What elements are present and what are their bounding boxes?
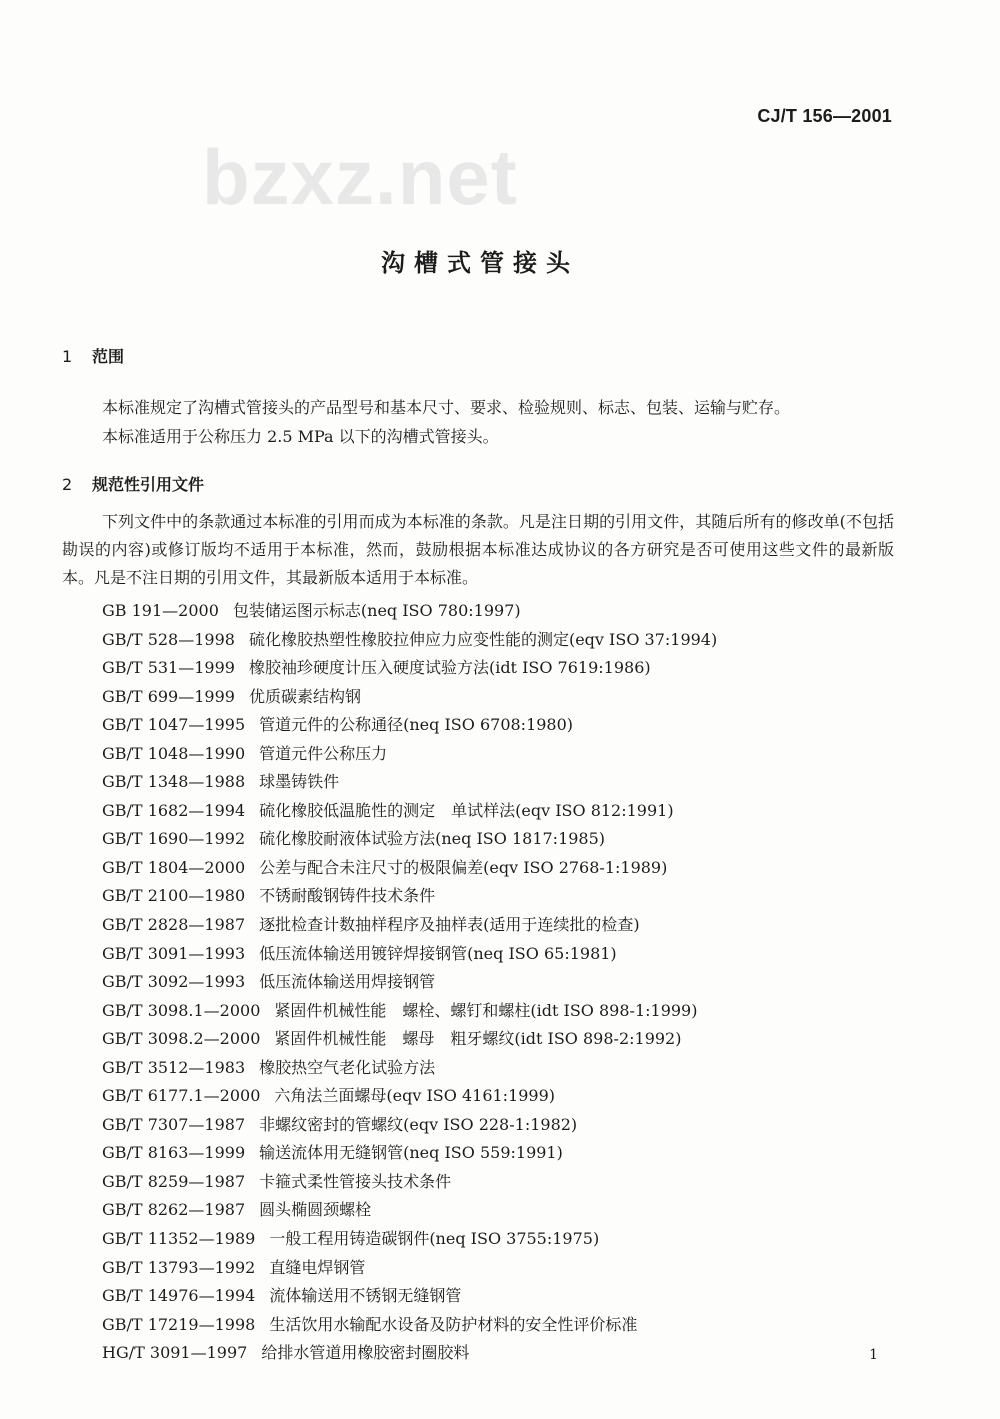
watermark: bzxz.net [202, 133, 518, 221]
reference-title: 给排水管道用橡胶密封圈胶料 [261, 1343, 470, 1363]
scope-paragraph-2: 本标准适用于公称压力 2.5 MPa 以下的沟槽式管接头。 [102, 427, 499, 446]
reference-code: GB/T 8163—1999 [102, 1143, 246, 1163]
document-title: 沟槽式管接头 [381, 249, 579, 277]
reference-code: GB/T 699—1999 [102, 686, 235, 706]
scope-paragraph-1: 本标准规定了沟槽式管接头的产品型号和基本尺寸、要求、检验规则、标志、包装、运输与贮存。 [102, 398, 791, 417]
reference-item [102, 1025, 862, 1054]
reference-title: 紧固件机械性能 螺栓、螺钉和螺柱(idt ISO 898-1:1999) [274, 1000, 698, 1020]
reference-list [102, 597, 862, 1368]
reference-title: 卡箍式柔性管接头技术条件 [259, 1171, 452, 1191]
reference-title: 管道元件公称压力 [259, 743, 388, 763]
reference-code: GB/T 3512—1983 [102, 1057, 246, 1077]
reference-item [102, 911, 862, 940]
reference-title: 非螺纹密封的管螺纹(eqv ISO 228-1:1982) [259, 1114, 578, 1134]
reference-item [102, 711, 862, 740]
reference-item [102, 1282, 862, 1311]
reference-item [102, 854, 862, 883]
reference-title: 管道元件的公称通径(neq ISO 6708:1980) [259, 715, 574, 735]
reference-code: GB/T 14976—1994 [102, 1286, 256, 1306]
reference-title: 硫化橡胶低温脆性的测定 单试样法(eqv ISO 812:1991) [259, 800, 674, 820]
reference-title: 公差与配合未注尺寸的极限偏差(eqv ISO 2768-1:1989) [259, 857, 668, 877]
reference-code: GB/T 2828—1987 [102, 915, 246, 935]
reference-title: 不锈耐酸钢铸件技术条件 [259, 886, 436, 906]
reference-code: GB/T 17219—1998 [102, 1314, 256, 1334]
section-2-number: 2 [62, 475, 73, 494]
reference-code: GB/T 1348—1988 [102, 772, 246, 792]
reference-code: GB/T 3091—1993 [102, 943, 246, 963]
reference-title: 优质碳素结构钢 [248, 686, 361, 706]
reference-code: GB/T 8262—1987 [102, 1200, 246, 1220]
reference-title: 逐批检查计数抽样程序及抽样表(适用于连续批的检查) [259, 915, 640, 935]
reference-title: 低压流体输送用镀锌焊接钢管(neq ISO 65:1981) [259, 943, 617, 963]
reference-item [102, 1054, 862, 1083]
reference-item [102, 1111, 862, 1140]
reference-code: GB/T 1804—2000 [102, 857, 246, 877]
reference-item [102, 1311, 862, 1340]
reference-title: 圆头椭圆颈螺栓 [259, 1200, 372, 1220]
reference-title: 球墨铸铁件 [259, 772, 340, 792]
reference-item [102, 797, 862, 826]
reference-code: GB/T 6177.1—2000 [102, 1086, 261, 1106]
reference-code: GB/T 7307—1987 [102, 1114, 246, 1134]
reference-item [102, 882, 862, 911]
reference-item [102, 683, 862, 712]
reference-title: 硫化橡胶耐液体试验方法(neq ISO 1817:1985) [259, 829, 606, 849]
reference-code: GB/T 3098.1—2000 [102, 1000, 261, 1020]
reference-item [102, 968, 862, 997]
reference-code: GB/T 11352—1989 [102, 1229, 256, 1249]
reference-title: 流体输送用不锈钢无缝钢管 [269, 1286, 462, 1306]
section-2-heading [62, 472, 204, 495]
reference-code: HG/T 3091—1997 [102, 1343, 248, 1363]
reference-item [102, 1225, 862, 1254]
reference-title: 一般工程用铸造碳钢件(neq ISO 3755:1975) [269, 1229, 600, 1249]
reference-item [102, 940, 862, 969]
reference-title: 直缝电焊钢管 [269, 1257, 366, 1277]
section-2-title: 规范性引用文件 [92, 475, 205, 494]
reference-code: GB/T 528—1998 [102, 629, 235, 649]
reference-code: GB/T 1048—1990 [102, 743, 246, 763]
reference-code: GB/T 3092—1993 [102, 972, 246, 992]
reference-title: 橡胶袖珍硬度计压入硬度试验方法(idt ISO 7619:1986) [248, 658, 651, 678]
reference-item [102, 825, 862, 854]
standard-number: CJ/T 156—2001 [757, 106, 892, 126]
reference-code: GB/T 13793—1992 [102, 1257, 256, 1277]
reference-code: GB/T 1690—1992 [102, 829, 246, 849]
reference-code: GB/T 531—1999 [102, 658, 235, 678]
reference-title: 包装储运图示标志(neq ISO 780:1997) [232, 601, 521, 620]
reference-item [102, 1139, 862, 1168]
page-number: 1 [869, 1347, 878, 1363]
reference-title: 硫化橡胶热塑性橡胶拉伸应力应变性能的测定(eqv ISO 37:1994) [248, 629, 718, 649]
reference-item [102, 1082, 862, 1111]
reference-title: 橡胶热空气老化试验方法 [259, 1057, 436, 1077]
reference-code: GB 191—2000 [102, 601, 219, 620]
reference-item [102, 626, 862, 655]
reference-title: 六角法兰面螺母(eqv ISO 4161:1999) [274, 1086, 556, 1106]
reference-item [102, 768, 862, 797]
reference-item [102, 1254, 862, 1283]
reference-code: GB/T 2100—1980 [102, 886, 246, 906]
references-intro: 下列文件中的条款通过本标准的引用而成为本标准的条款。凡是注日期的引用文件，其随后所有的修改单(不包括勘误的内容)或修订版均不适用于本标准，然而，鼓励根据本标准达成协议的各方研究是否可使用这些文件的最新版本。凡是不注日期的引用文件，其最新版本适用于本标准。 [62, 512, 894, 587]
section-1-title: 范围 [92, 347, 125, 366]
section-1-number: 1 [62, 347, 73, 366]
reference-code: GB/T 8259—1987 [102, 1171, 246, 1191]
reference-item [102, 654, 862, 683]
reference-code: GB/T 1682—1994 [102, 800, 246, 820]
reference-title: 生活饮用水输配水设备及防护材料的安全性评价标准 [269, 1314, 638, 1334]
reference-item [102, 597, 862, 626]
reference-item [102, 740, 862, 769]
reference-item [102, 1339, 862, 1368]
reference-item [102, 997, 862, 1026]
reference-item [102, 1168, 862, 1197]
reference-code: GB/T 1047—1995 [102, 715, 246, 735]
reference-title: 低压流体输送用焊接钢管 [259, 972, 436, 992]
section-1-heading [62, 344, 124, 367]
reference-item [102, 1196, 862, 1225]
reference-title: 紧固件机械性能 螺母 粗牙螺纹(idt ISO 898-2:1992) [274, 1029, 682, 1049]
reference-code: GB/T 3098.2—2000 [102, 1029, 261, 1049]
reference-title: 输送流体用无缝钢管(neq ISO 559:1991) [259, 1143, 563, 1163]
